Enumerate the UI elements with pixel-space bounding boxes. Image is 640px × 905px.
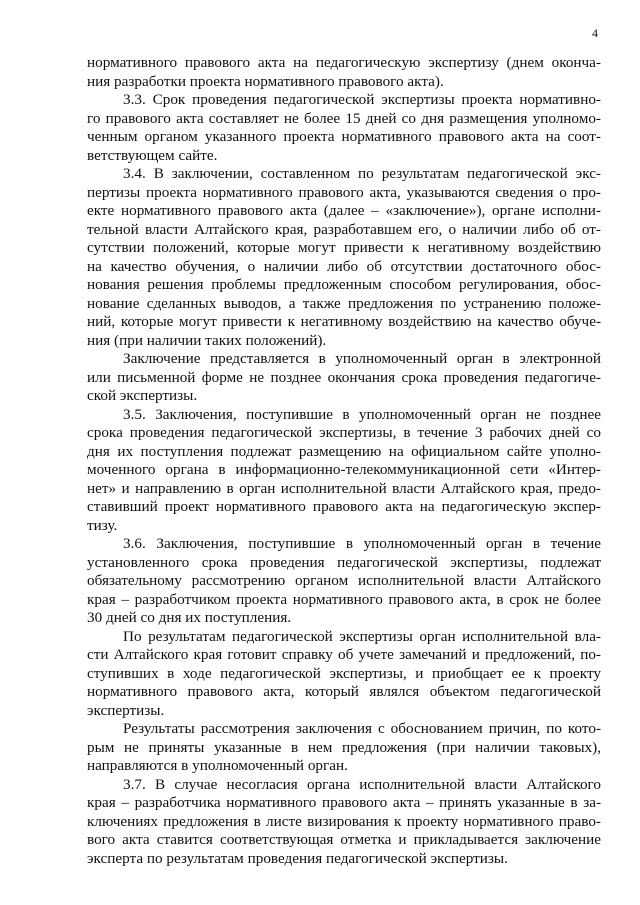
text-line: 30 дней со дня их поступления. — [87, 609, 292, 626]
page-number: 4 — [592, 26, 598, 40]
text-line: пертизы проекта нормативного правового акта, указываются сведения о про- — [87, 183, 601, 201]
text-line: Результаты рассмотрения заключения с обоснованием причин, по кото- — [123, 720, 601, 737]
text-line: моченного органа в информационно-телекоммуникационной сети «Интер- — [87, 461, 601, 478]
text-line: ветствующем сайте. — [87, 146, 218, 164]
text-line: эксперта по результатам проведения педагогической экспертизы. — [87, 849, 508, 867]
text-line: вого акта ставится соответствующая отметка и прикладывается заключение — [87, 831, 601, 848]
text-line: екте нормативного правового акта (далее – «заключение»), органе исполни- — [87, 202, 601, 219]
text-line: тизу. — [87, 516, 118, 534]
text-line: ний, которые могут привести к негативному воздействию на качество обуче- — [87, 313, 601, 330]
text-line: 3.4. В заключении, составленном по результатам педагогической экс- — [123, 165, 601, 182]
text-line: нормативного правового акта на педагогическую экспертизу (днем оконча- — [87, 54, 601, 71]
text-line: установленного срока проведения педагогической экспертизы, подлежат — [87, 553, 601, 571]
text-line: ния (при наличии таких положений). — [87, 331, 327, 349]
text-line: рым не приняты указанные в нем предложения (при наличии таковых), — [87, 738, 601, 756]
text-line: нования решения проблемы предложенным способом регулирования, обос- — [87, 276, 601, 293]
text-line: срока проведения педагогической экспертизы, в течение 3 рабочих дней со — [87, 424, 601, 441]
text-line: 3.5. Заключения, поступившие в уполномоченный орган не позднее — [123, 405, 601, 423]
text-line: ставивший проект нормативного правового акта на педагогическую экспер- — [87, 498, 601, 515]
text-line: направляются в уполномоченный орган. — [87, 757, 348, 774]
text-line: тельной власти Алтайского края, разработавшем его, о наличии либо об от- — [87, 220, 601, 238]
text-line: ключениях предложения в листе визирования к проекту нормативного право- — [87, 812, 601, 830]
text-line: Заключение представляется в уполномоченный орган в электронной — [123, 350, 601, 367]
text-line: го правового акта составляет не более 15 дней со дня размещения уполномо- — [87, 109, 601, 127]
text-line: нование сделанных выводов, а также предложения по устранению положе- — [87, 294, 601, 312]
text-line: нормативного правового акта, который являлся объектом педагогической — [87, 683, 601, 700]
text-line: ния разработки проекта нормативного правового акта). — [87, 72, 444, 90]
text-line: или письменной форме не позднее окончания срока проведения педагогиче- — [87, 368, 601, 386]
text-line: края – разработчика нормативного правового акта – принять указанные в за- — [87, 794, 601, 811]
document-body — [87, 54, 601, 868]
text-line: дня их поступления подлежат размещению на официальном сайте уполно- — [87, 442, 601, 460]
text-line: По результатам педагогической экспертизы орган исполнительной вла- — [123, 627, 601, 645]
text-line: ченным органом указанного проекта нормативного правового акта на соот- — [87, 128, 601, 145]
text-line: края – разработчиком проекта нормативного правового акта, в срок не более — [87, 590, 601, 608]
text-line: 3.3. Срок проведения педагогической экспертизы проекта нормативно- — [123, 91, 601, 108]
text-line: ступивших в ходе педагогической экспертизы, и приобщает ее к проекту — [87, 664, 601, 682]
text-line: 3.7. В случае несогласия органа исполнительной власти Алтайского — [123, 775, 601, 793]
text-line: сутствии положений, которые могут привести к негативному воздействию — [87, 239, 601, 256]
text-line: сти Алтайского края готовит справку об учете замечаний и предложений, по- — [87, 646, 601, 663]
text-line: ской экспертизы. — [87, 387, 198, 404]
text-line: на качество обучения, о наличии либо об отсутствии достаточного обос- — [87, 257, 601, 275]
text-line: экспертизы. — [87, 701, 165, 719]
text-line: нет» и направлению в орган исполнительной власти Алтайского края, предо- — [87, 479, 601, 497]
text-line: обязательному рассмотрению органом исполнительной власти Алтайского — [87, 572, 601, 589]
text-line: 3.6. Заключения, поступившие в уполномоченный орган в течение — [123, 535, 601, 552]
